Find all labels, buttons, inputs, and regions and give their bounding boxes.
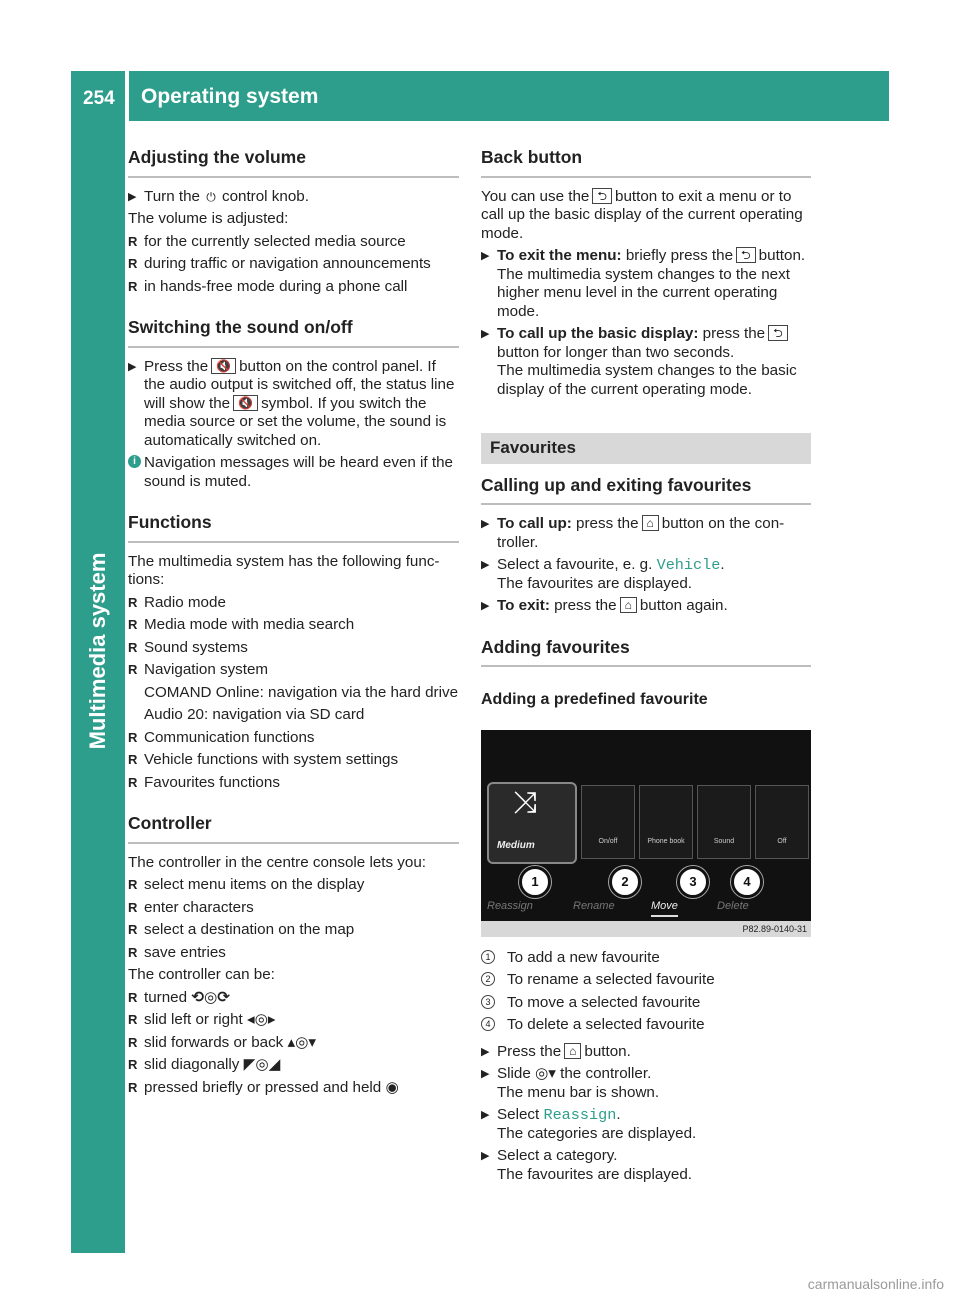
legend-item: 1 To add a new favourite bbox=[481, 949, 811, 968]
arrow-icon: ▶ bbox=[481, 1150, 490, 1162]
power-knob-icon: ⏻ bbox=[206, 189, 216, 204]
left-column bbox=[128, 148, 459, 1101]
back-icon: ⮌ bbox=[768, 325, 788, 341]
info-note: i Navigation messages will be heard even if the sound is muted. bbox=[128, 454, 459, 491]
step-turn-knob: ▶ Turn the ⏻ control knob. bbox=[128, 187, 309, 205]
tile-onoff: On/off bbox=[581, 785, 635, 859]
step-call-up: ▶ To call up: press the ⌂ button on the con-troller. bbox=[481, 515, 785, 551]
mute-icon: 🔇 bbox=[211, 358, 236, 374]
list-item: R Media mode with media search bbox=[128, 616, 355, 633]
info-icon: i bbox=[128, 455, 141, 468]
heading-volume: Adjusting the volume bbox=[128, 148, 459, 178]
list-item: R Communication functions bbox=[128, 728, 315, 746]
controller-can-be: The controller can be: bbox=[128, 966, 275, 983]
image-caption: P82.89-0140-31 bbox=[481, 921, 811, 937]
heading-sound: Switching the sound on/off bbox=[128, 318, 459, 348]
favourites-screenshot bbox=[481, 730, 811, 937]
callout-2: 2 bbox=[609, 866, 641, 898]
list-item: R slid diagonally ◤◎◢ bbox=[128, 1056, 281, 1073]
home-icon: ⌂ bbox=[564, 1043, 581, 1059]
tile-sound: Sound bbox=[697, 785, 751, 859]
tile-off: Off bbox=[755, 785, 809, 859]
medium-tile: ⤨ Medium bbox=[487, 782, 577, 864]
watermark: carmanualsonline.info bbox=[807, 1276, 944, 1292]
back-icon: ⮌ bbox=[592, 188, 612, 204]
arrow-icon: ▶ bbox=[481, 1109, 490, 1121]
heading-functions: Functions bbox=[128, 513, 459, 543]
page-title: Operating system bbox=[141, 85, 319, 108]
list-item: R slid left or right ◂◎▸ bbox=[128, 1011, 276, 1028]
right-column bbox=[481, 148, 811, 1188]
arrow-icon: ▶ bbox=[481, 559, 490, 571]
arrow-icon: ▶ bbox=[481, 600, 490, 612]
list-item: R select a destination on the map bbox=[128, 921, 355, 938]
menu-reassign: Reassign bbox=[487, 899, 533, 912]
list-item: R for the currently selected media source bbox=[128, 232, 406, 250]
callout-3: 3 bbox=[677, 866, 709, 898]
step-basic-display: ▶ To call up the basic display: press the ⮌button for longer than two seconds. The multimedia system changes to the basic display of the current operating mode. bbox=[481, 325, 797, 398]
step-press-mute: ▶ Press the 🔇 button on the control panel. If the audio output is switched off, the status line will show the 🔇 symbol. If you switch the media source or set the volume, the sound is automatically switched on. bbox=[128, 357, 455, 449]
section-sidebar bbox=[71, 121, 125, 1253]
menu-delete: Delete bbox=[717, 899, 749, 912]
press-icon: ◉ bbox=[385, 1078, 399, 1096]
list-item: R turned ⟲◎⟳ bbox=[128, 988, 231, 1006]
callout-4: 4 bbox=[731, 866, 763, 898]
arrow-icon: ▶ bbox=[128, 190, 137, 203]
sidebar-label: Multimedia system bbox=[85, 552, 110, 750]
legend-item: 4 To delete a selected favourite bbox=[481, 1016, 811, 1035]
arrow-icon: ▶ bbox=[481, 518, 490, 530]
vehicle-menu-item: Vehicle bbox=[656, 556, 721, 574]
legend-item: 3 To move a selected favourite bbox=[481, 994, 811, 1013]
list-item: R select menu items on the display bbox=[128, 876, 365, 893]
nav-detail: Audio 20: navigation via SD card bbox=[144, 706, 365, 723]
back-intro: You can use the ⮌ button to exit a menu or to call up the basic display of the current operating mode. bbox=[481, 187, 803, 242]
back-icon: ⮌ bbox=[736, 247, 756, 263]
menu-move: Move bbox=[651, 897, 678, 918]
step-exit: ▶ To exit: press the ⌂ button again. bbox=[481, 597, 728, 614]
mute-icon: 🔇 bbox=[233, 395, 258, 411]
arrow-icon: ▶ bbox=[481, 1045, 490, 1058]
heading-controller: Controller bbox=[128, 814, 459, 844]
heading-adding-favourites: Adding favourites bbox=[481, 638, 811, 668]
menu-rename: Rename bbox=[573, 899, 615, 912]
step-select-category: ▶ Select a category. The favourites are displayed. bbox=[481, 1147, 693, 1183]
arrow-icon: ▶ bbox=[481, 1068, 490, 1080]
arrow-icon: ▶ bbox=[481, 250, 490, 262]
heading-back-button: Back button bbox=[481, 148, 811, 178]
step-slide-controller: ▶ Slide ◎▾ the controller. The menu bar is shown. bbox=[481, 1065, 660, 1101]
list-item: R Navigation system bbox=[128, 661, 269, 678]
header-divider bbox=[125, 71, 129, 121]
slide-horizontal-icon: ◂◎▸ bbox=[247, 1011, 276, 1028]
volume-result: The volume is adjusted: bbox=[128, 210, 289, 227]
screen-menu-bar bbox=[481, 894, 811, 914]
home-icon: ⌂ bbox=[620, 597, 637, 613]
list-item: R save entries bbox=[128, 943, 226, 961]
arrow-icon: ▶ bbox=[481, 328, 490, 340]
favourites-section-box: Favourites bbox=[481, 433, 811, 464]
callout-1: 1 bbox=[519, 866, 551, 898]
reassign-menu-item: Reassign bbox=[543, 1106, 617, 1124]
step-select-reassign: ▶ Select Reassign. The categories are displayed. bbox=[481, 1106, 697, 1142]
step-press-home: ▶ Press the ⌂ button. bbox=[481, 1042, 631, 1060]
nav-detail: COMAND Online: navigation via the hard drive bbox=[144, 683, 459, 701]
list-item: R Radio mode bbox=[128, 593, 226, 611]
list-item: R Vehicle functions with system settings bbox=[128, 751, 399, 768]
page-header bbox=[71, 71, 889, 121]
tile-phonebook: Phone book bbox=[639, 785, 693, 859]
legend-item: 2 To rename a selected favourite bbox=[481, 971, 811, 990]
arrow-icon: ▶ bbox=[128, 360, 137, 373]
list-item: R slid forwards or back ▴◎▾ bbox=[128, 1033, 317, 1051]
list-item: R pressed briefly or pressed and held ◉ bbox=[128, 1078, 399, 1096]
controller-intro: The controller in the centre console lets you: bbox=[128, 853, 427, 871]
heading-predefined-favourite: Adding a predefined favourite bbox=[481, 691, 708, 708]
heading-calling-favourites: Calling up and exiting favourites bbox=[481, 476, 811, 506]
list-item: R Sound systems bbox=[128, 638, 248, 656]
functions-intro: The multimedia system has the following func-tions: bbox=[128, 552, 440, 588]
rotate-icon: ⟲◎⟳ bbox=[191, 988, 231, 1006]
list-item: R Favourites functions bbox=[128, 773, 280, 791]
list-item: R enter characters bbox=[128, 898, 254, 916]
home-icon: ⌂ bbox=[642, 515, 659, 531]
step-exit-menu: ▶ To exit the menu: briefly press the ⮌ button. The multimedia system changes to the next higher menu level in the current operating mode. bbox=[481, 247, 806, 320]
slide-down-icon: ◎▾ bbox=[535, 1065, 556, 1082]
shuffle-icon: ⤨ bbox=[513, 785, 537, 819]
slide-vertical-icon: ▴◎▾ bbox=[287, 1033, 317, 1051]
list-item: R in hands-free mode during a phone call bbox=[128, 277, 408, 295]
slide-diagonal-icon: ◤◎◢ bbox=[243, 1056, 281, 1073]
list-item: R during traffic or navigation announcements bbox=[128, 255, 431, 272]
step-select-favourite: ▶ Select a favourite, e. g. Vehicle. The favourites are displayed. bbox=[481, 556, 725, 592]
page-number: 254 bbox=[83, 88, 115, 109]
